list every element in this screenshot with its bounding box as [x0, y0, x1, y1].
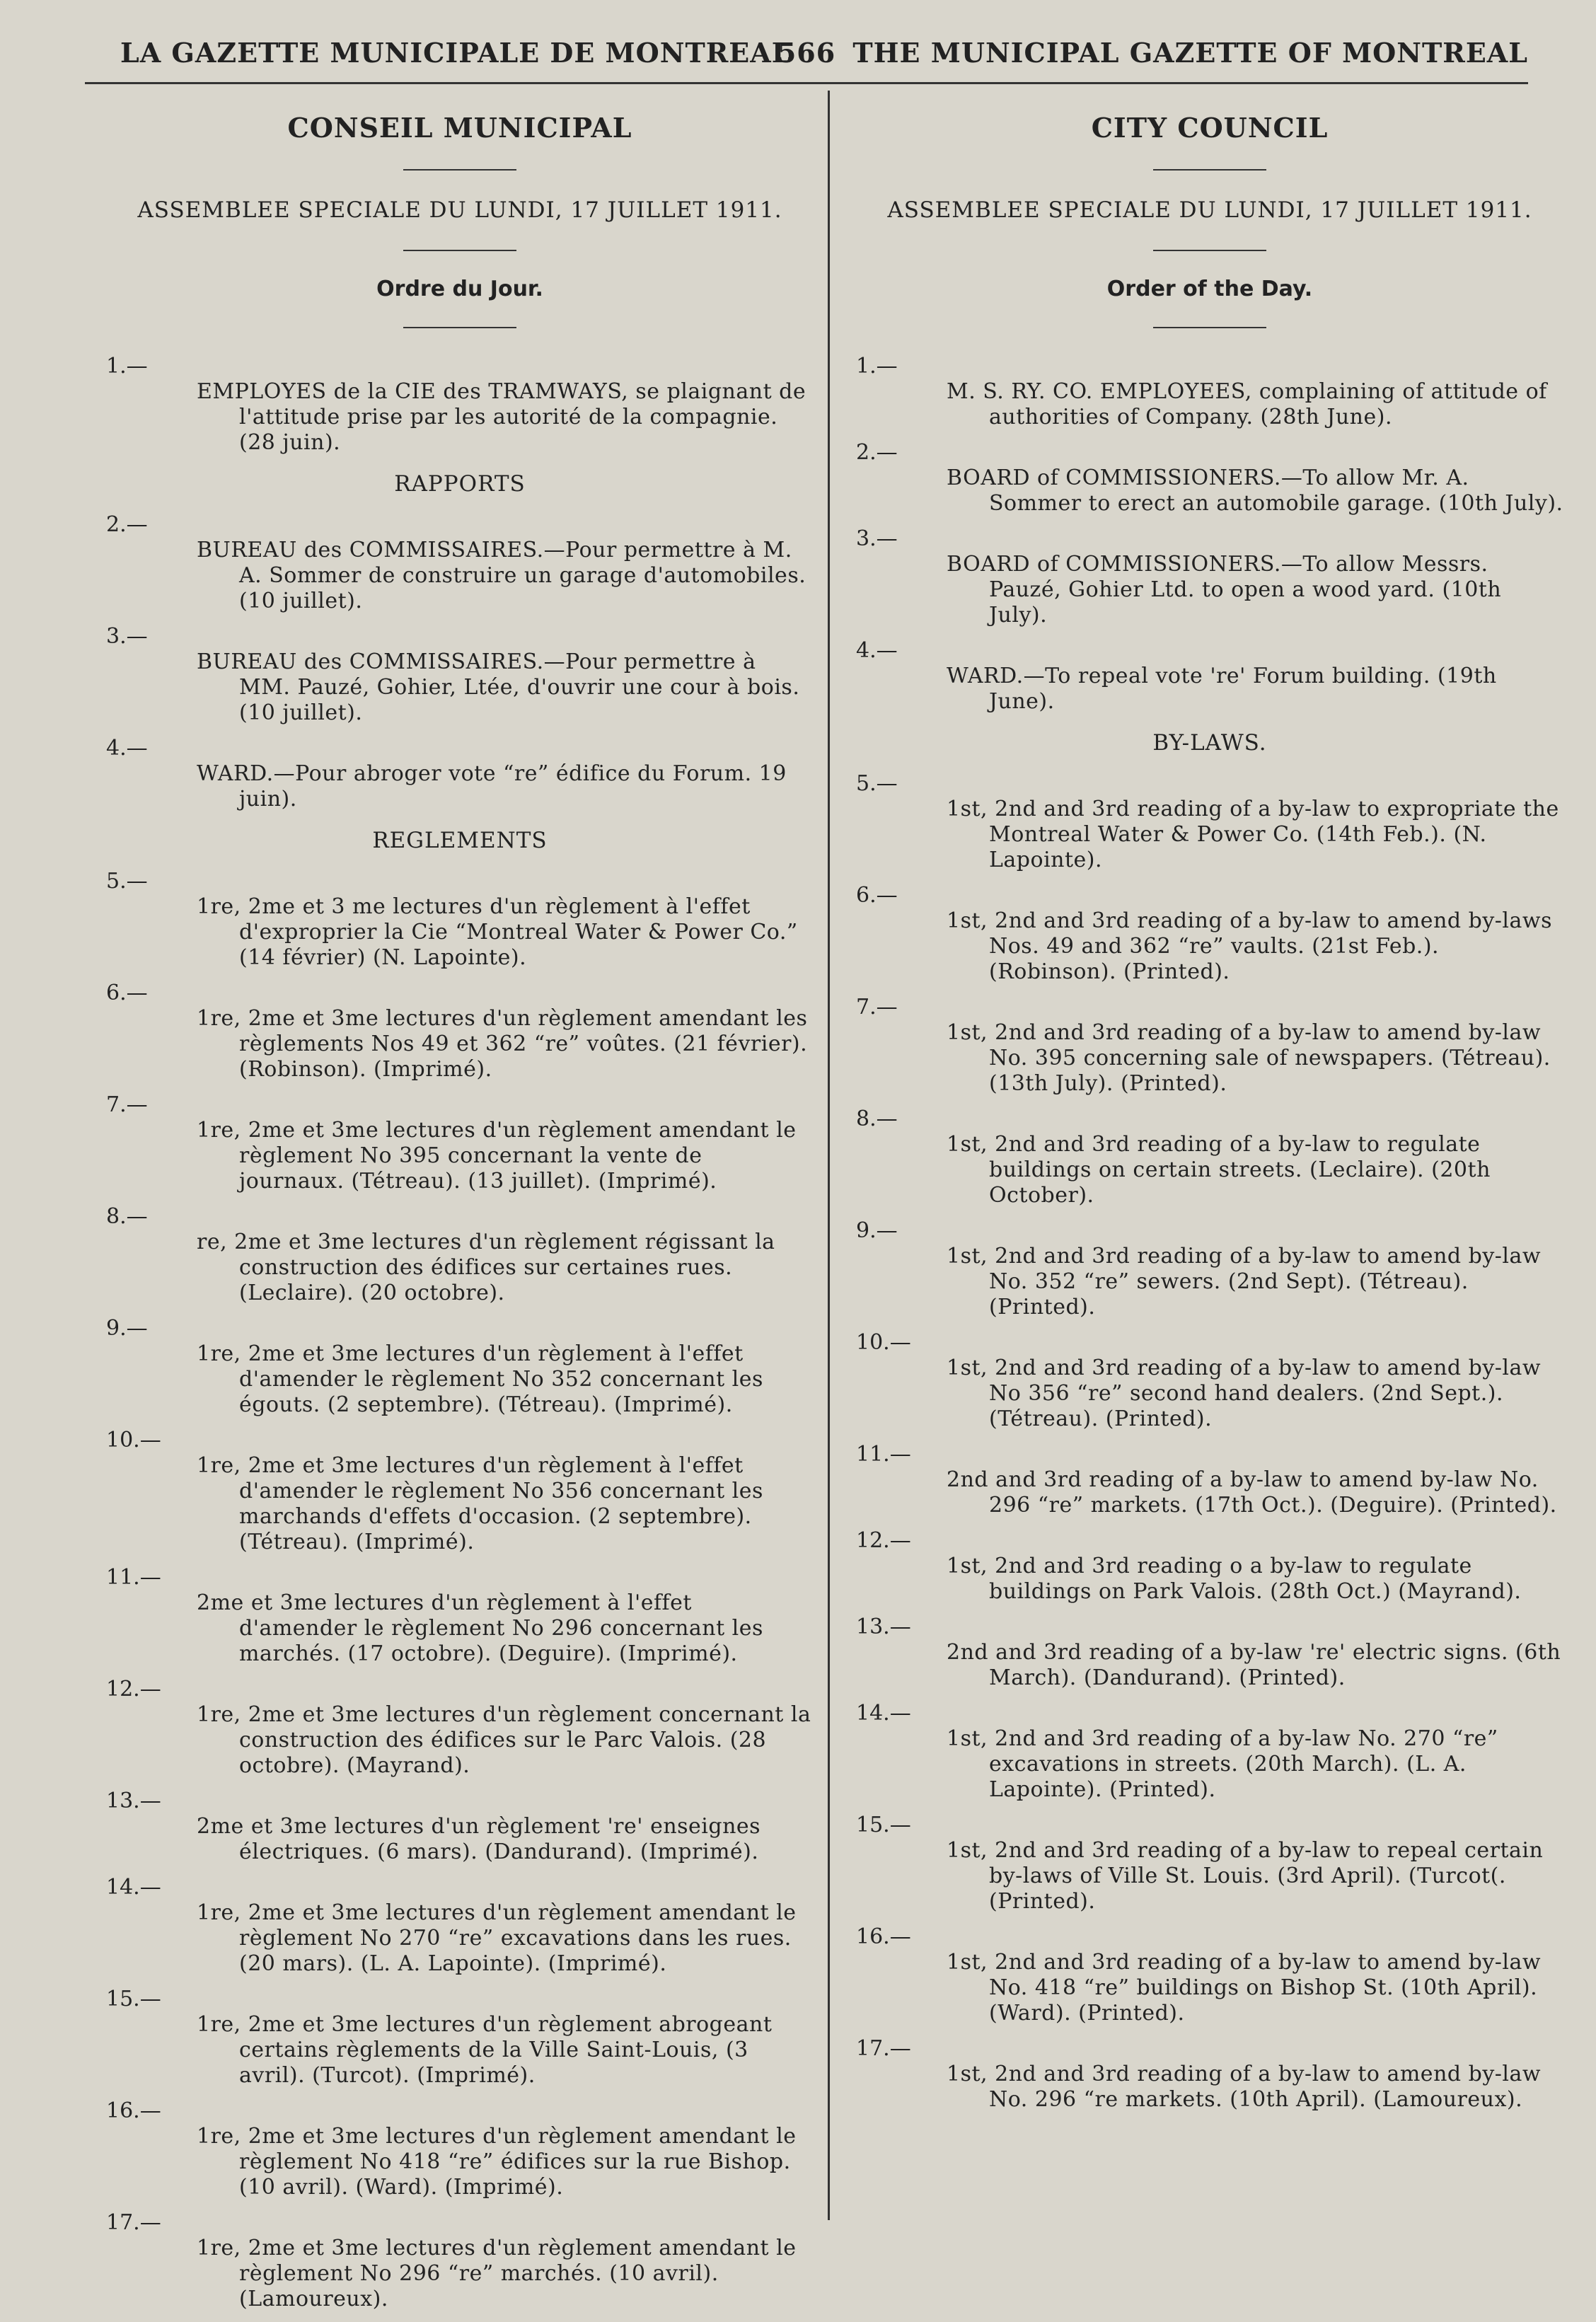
header-rule: [85, 82, 1528, 84]
agenda-item-text: 1re, 2me et 3me lectures d'un règlement concernant la construction des édifices sur le Parc Valois. (28 octobre). (Mayrand).: [197, 1702, 811, 1778]
agenda-item-text: 1re, 2me et 3me lectures d'un règlement amendant les règlements Nos 49 et 362 “re” voûtes. (21 février). (Robinson). (Imprimé).: [197, 1006, 808, 1082]
agenda-item-number: 3.—: [856, 526, 898, 551]
agenda-item-number: 10.—: [106, 1428, 161, 1452]
english-assembly-heading: ASSEMBLEE SPECIALE DU LUNDI, 17 JUILLET 1911.: [887, 197, 1532, 223]
agenda-item: [856, 2036, 1563, 2113]
agenda-item-number: 9.—: [106, 1316, 148, 1341]
agenda-item: [106, 1565, 814, 1667]
agenda-item-number: 6.—: [856, 883, 898, 908]
agenda-item: [856, 526, 1563, 628]
french-items-list: [106, 354, 814, 456]
agenda-item-text: 1st, 2nd and 3rd reading of a by-law to amend by-law No. 352 “re” sewers. (2nd Sept). (Tétreau). (Printed).: [947, 1244, 1542, 1319]
agenda-item-number: 12.—: [106, 1677, 161, 1702]
agenda-item-text: 1re, 2me et 3me lectures d'un règlement amendant le règlement No 395 concernant la vente de journaux. (Tétreau). (13 juillet). (Imprimé).: [197, 1118, 797, 1194]
agenda-item-number: 7.—: [106, 1092, 148, 1117]
agenda-item-text: 1st, 2nd and 3rd reading of a by-law to amend by-law No. 395 concerning sale of newspapers. (Tétreau). (13th July). (Printed).: [947, 1020, 1551, 1096]
agenda-item-text: 1st, 2nd and 3rd reading of a by-law to amend by-law No 356 “re” second hand dealers. (2nd Sept.). (Tétreau). (Printed).: [947, 1356, 1542, 1431]
divider-rule: [403, 327, 516, 328]
agenda-item-number: 6.—: [106, 981, 148, 1005]
agenda-item-number: 14.—: [106, 1875, 161, 1900]
agenda-item-text: 1re, 2me et 3me lectures d'un règlement à l'effet d'amender le règlement No 352 concernant les égouts. (2 septembre). (Tétreau). (Imprimé).: [197, 1341, 763, 1417]
french-bylaws-heading: REGLEMENTS: [372, 828, 548, 853]
agenda-item: [856, 354, 1563, 430]
agenda-item: [106, 1204, 814, 1306]
agenda-item-text: 1re, 2me et 3me lectures d'un règlement amendant le règlement No 418 “re” édifices sur la rue Bishop. (10 avril). (Ward). (Imprimé).: [197, 2124, 797, 2200]
agenda-item-text: 1re, 2me et 3me lectures d'un règlement amendant le règlement No 270 “re” excavations dans les rues. (20 mars). (L. A. Lapointe). (Imprimé).: [197, 1900, 797, 1976]
column-divider: [828, 91, 830, 2220]
agenda-item: [856, 1924, 1563, 2026]
agenda-item-text: WARD.—To repeal vote 're' Forum building. (19th June).: [947, 664, 1497, 714]
agenda-item-number: 4.—: [856, 638, 898, 663]
agenda-item-number: 3.—: [106, 624, 148, 649]
english-order-heading: Order of the Day.: [1106, 277, 1313, 301]
agenda-item: [106, 1428, 814, 1555]
agenda-item-text: 2me et 3me lectures d'un règlement à l'effet d'amender le règlement No 296 concernant les marchés. (17 octobre). (Deguire). (Imprimé).: [197, 1590, 763, 1666]
agenda-item: [106, 1092, 814, 1194]
agenda-item-number: 17.—: [106, 2210, 161, 2235]
agenda-item: [856, 995, 1563, 1097]
english-bylaws-list: [856, 771, 1563, 2113]
agenda-item: [106, 1987, 814, 2089]
french-reports-list: [106, 512, 814, 812]
agenda-item-text: 1re, 2me et 3me lectures d'un règlement à l'effet d'amender le règlement No 356 concernant les marchands d'effets d'occasion. (2 septembre). (Tétreau). (Imprimé).: [197, 1453, 763, 1554]
agenda-item-text: BUREAU des COMMISSAIRES.—Pour permettre à M. A. Sommer de construire un garage d'automobiles. (10 juillet).: [197, 538, 806, 613]
agenda-item-text: BUREAU des COMMISSAIRES.—Pour permettre à MM. Pauzé, Gohier, Ltée, d'ouvrir une cour à bois. (10 juillet).: [197, 649, 800, 725]
agenda-item-number: 17.—: [856, 2036, 911, 2061]
french-column-title: CONSEIL MUNICIPAL: [287, 112, 632, 144]
agenda-item: [106, 736, 814, 812]
english-column-title: CITY COUNCIL: [1091, 112, 1329, 144]
agenda-item: [106, 624, 814, 726]
english-items-list: [856, 354, 1563, 715]
agenda-item-text: 1st, 2nd and 3rd reading of a by-law to amend by-law No. 296 “re markets. (10th April). (Lamoureux).: [947, 2062, 1542, 2112]
divider-rule: [1153, 169, 1266, 171]
agenda-item-text: 1re, 2me et 3me lectures d'un règlement abrogeant certains règlements de la Ville Saint-Louis, (3 avril). (Turcot). (Imprimé).: [197, 2012, 773, 2088]
agenda-item: [856, 1442, 1563, 1518]
french-bylaws-list: [106, 869, 814, 2312]
page-header: [85, 37, 1528, 79]
divider-rule: [1153, 250, 1266, 251]
french-reports-heading: RAPPORTS: [394, 471, 526, 497]
agenda-item-number: 12.—: [856, 1528, 911, 1553]
agenda-item-number: 13.—: [856, 1615, 911, 1639]
header-english-title: THE MUNICIPAL GAZETTE OF MONTREAL: [852, 37, 1528, 69]
agenda-item: [106, 1316, 814, 1418]
agenda-item-text: 2nd and 3rd reading of a by-law 're' electric signs. (6th March). (Dandurand). (Printed).: [947, 1640, 1561, 1690]
divider-rule: [403, 250, 516, 251]
agenda-item: [856, 1107, 1563, 1208]
agenda-item: [856, 638, 1563, 715]
agenda-item-text: 1st, 2nd and 3rd reading of a by-law to expropriate the Montreal Water & Power Co. (14th Feb.). (N. Lapointe).: [947, 797, 1559, 872]
agenda-item-text: 1st, 2nd and 3rd reading of a by-law to amend by-law No. 418 “re” buildings on Bishop St. (10th April). (Ward). (Printed).: [947, 1950, 1542, 2026]
agenda-item-text: WARD.—Pour abroger vote “re” édifice du Forum. 19 juin).: [197, 761, 787, 811]
agenda-item: [106, 1677, 814, 1779]
agenda-item-text: 1st, 2nd and 3rd reading of a by-law to repeal certain by-laws of Ville St. Louis. (3rd April). (Turcot(. (Printed).: [947, 1838, 1544, 1914]
agenda-item-text: EMPLOYES de la CIE des TRAMWAYS, se plaignant de l'attitude prise par les autorité de la compagnie. (28 juin).: [197, 379, 806, 455]
agenda-item-text: 2me et 3me lectures d'un règlement 're' enseignes électriques. (6 mars). (Dandurand). (Imprimé).: [197, 1814, 761, 1864]
english-column: [856, 106, 1563, 2122]
agenda-item-number: 4.—: [106, 736, 148, 761]
agenda-item-number: 15.—: [106, 1987, 161, 2011]
agenda-item: [106, 1789, 814, 1865]
page-number: 566: [777, 37, 836, 69]
agenda-item-number: 11.—: [106, 1565, 161, 1590]
agenda-item: [106, 1875, 814, 1977]
agenda-item-number: 16.—: [856, 1924, 911, 1949]
agenda-item-number: 8.—: [856, 1107, 898, 1131]
english-bylaws-heading: BY-LAWS.: [1152, 730, 1267, 756]
french-column: [106, 106, 814, 2322]
agenda-item: [856, 1528, 1563, 1605]
agenda-item-number: 1.—: [106, 354, 148, 379]
agenda-item-text: BOARD of COMMISSIONERS.—To allow Mr. A. Sommer to erect an automobile garage. (10th July).: [947, 466, 1563, 516]
agenda-item-text: 1st, 2nd and 3rd reading o a by-law to regulate buildings on Park Valois. (28th Oct.) (Mayrand).: [947, 1554, 1522, 1604]
agenda-item: [856, 1218, 1563, 1320]
agenda-item-number: 2.—: [106, 512, 148, 537]
french-order-heading: Ordre du Jour.: [376, 277, 543, 301]
agenda-item-text: re, 2me et 3me lectures d'un règlement régissant la construction des édifices sur certaines rues. (Leclaire). (20 octobre).: [197, 1230, 775, 1305]
agenda-item-number: 1.—: [856, 354, 898, 379]
divider-rule: [403, 169, 516, 171]
agenda-item: [106, 354, 814, 456]
agenda-item-number: 16.—: [106, 2098, 161, 2123]
agenda-item-text: 2nd and 3rd reading of a by-law to amend by-law No. 296 “re” markets. (17th Oct.). (Deguire). (Printed).: [947, 1467, 1557, 1518]
agenda-item-number: 5.—: [106, 869, 148, 894]
agenda-item-text: M. S. RY. CO. EMPLOYEES, complaining of attitude of authorities of Company. (28th June).: [947, 379, 1547, 429]
agenda-item-number: 15.—: [856, 1813, 911, 1837]
agenda-item-number: 13.—: [106, 1789, 161, 1813]
agenda-item: [856, 1701, 1563, 1803]
agenda-item-number: 14.—: [856, 1701, 911, 1726]
header-french-title: LA GAZETTE MUNICIPALE DE MONTREAL: [120, 37, 792, 69]
agenda-item-text: 1st, 2nd and 3rd reading of a by-law to amend by-laws Nos. 49 and 362 “re” vaults. (21st Feb.). (Robinson). (Printed).: [947, 908, 1552, 984]
agenda-item-number: 5.—: [856, 771, 898, 796]
agenda-item-number: 8.—: [106, 1204, 148, 1229]
agenda-item: [106, 2098, 814, 2200]
agenda-item-number: 11.—: [856, 1442, 911, 1467]
agenda-item: [856, 440, 1563, 516]
agenda-item-text: 1re, 2me et 3me lectures d'un règlement amendant le règlement No 296 “re” marchés. (10 avril). (Lamoureux).: [197, 2236, 797, 2311]
agenda-item-number: 7.—: [856, 995, 898, 1020]
agenda-item: [856, 1615, 1563, 1691]
agenda-item: [106, 981, 814, 1082]
agenda-item-number: 10.—: [856, 1330, 911, 1355]
agenda-item-text: 1st, 2nd and 3rd reading of a by-law to regulate buildings on certain streets. (Leclaire). (20th October).: [947, 1132, 1491, 1208]
agenda-item-text: BOARD of COMMISSIONERS.—To allow Messrs. Pauzé, Gohier Ltd. to open a wood yard. (10th July).: [947, 552, 1502, 628]
agenda-item-number: 2.—: [856, 440, 898, 465]
agenda-item: [106, 512, 814, 614]
agenda-item-number: 9.—: [856, 1218, 898, 1243]
agenda-item-text: 1st, 2nd and 3rd reading of a by-law No. 270 “re” excavations in streets. (20th March). (L. A. Lapointe). (Printed).: [947, 1726, 1498, 1802]
agenda-item: [856, 1330, 1563, 1432]
divider-rule: [1153, 327, 1266, 328]
agenda-item: [106, 869, 814, 971]
agenda-item: [856, 883, 1563, 985]
agenda-item: [856, 1813, 1563, 1914]
french-assembly-heading: ASSEMBLEE SPECIALE DU LUNDI, 17 JUILLET 1911.: [137, 197, 782, 223]
agenda-item: [856, 771, 1563, 873]
agenda-item: [106, 2210, 814, 2312]
agenda-item-text: 1re, 2me et 3 me lectures d'un règlement à l'effet d'exproprier la Cie “Montreal Water & Power Co.” (14 février) (N. Lapointe).: [197, 894, 798, 970]
